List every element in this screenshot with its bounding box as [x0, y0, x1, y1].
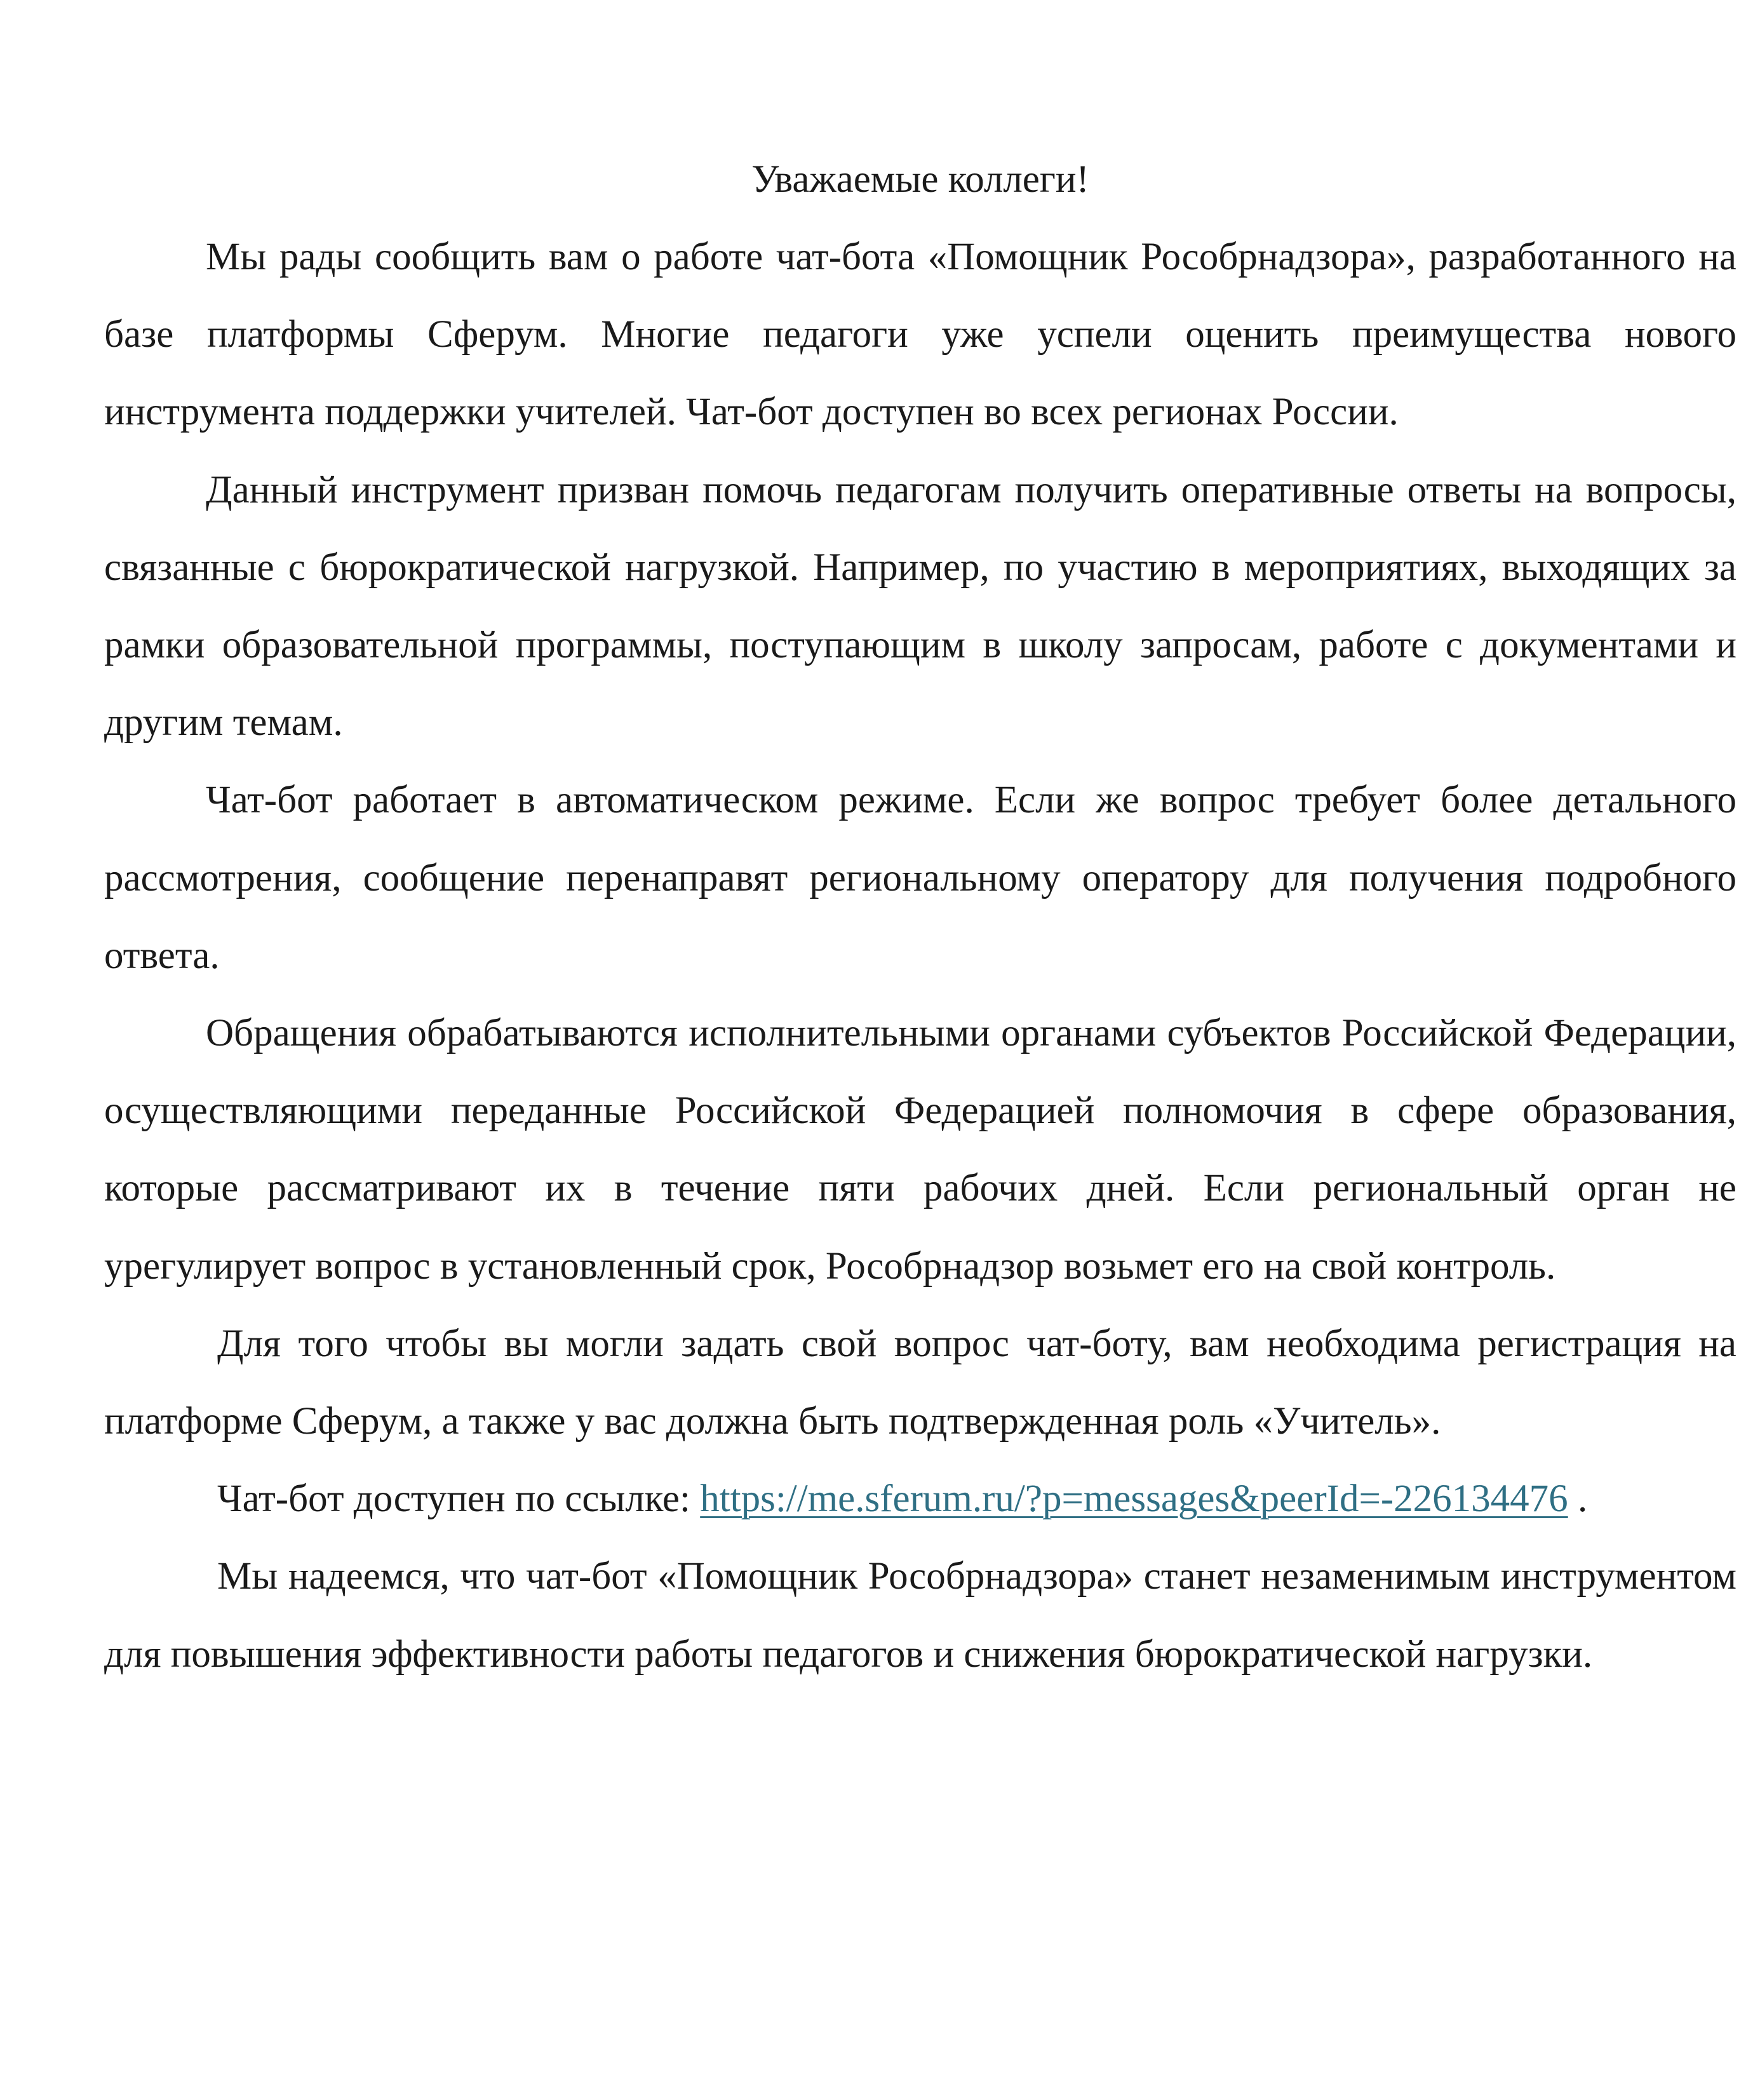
paragraph-automatic-mode: Чат-бот работает в автоматическом режиме. Если же вопрос требует более детального рассмотрения, сообщение перенаправят региональному оператору для получения подробного ответа. — [104, 779, 1736, 977]
paragraph-closing: Мы надеемся, что чат-бот «Помощник Рособрнадзора» станет незаменимым инструментом для повышения эффективности работы педагогов и снижения бюрократической нагрузки. — [104, 1555, 1736, 1676]
paragraph-processing: Обращения обрабатываются исполнительными органами субъектов Российской Федерации, осуществляющими переданные Российской Федерацией полномочия в сфере образования, которые рассматривают их в течение пяти рабочих дней. Если региональный орган не урегулирует вопрос в установленный срок, Рособрнадзор возьмет его на свой контроль. — [104, 1012, 1736, 1288]
paragraph-registration: Для того чтобы вы могли задать свой вопрос чат-боту, вам необходима регистрация на платформе Сферум, а также у вас должна быть подтвержденная роль «Учитель». — [104, 1322, 1736, 1443]
paragraph-link — [104, 1460, 1736, 1538]
paragraph-intro: Мы рады сообщить вам о работе чат-бота «Помощник Рособрнадзора», разработанного на базе платформы Сферум. Многие педагоги уже успели оценить преимущества нового инструмента поддержки учителей. Чат-бот доступен во всех регионах России. — [104, 236, 1736, 434]
link-suffix: . — [1568, 1477, 1588, 1521]
letter-page — [104, 141, 1736, 1693]
chatbot-link[interactable]: https://me.sferum.ru/?p=messages&peerId=-226134476 — [700, 1477, 1568, 1521]
greeting-heading: Уважаемые коллеги! — [751, 158, 1089, 201]
link-prefix: Чат-бот доступен по ссылке: — [217, 1477, 701, 1521]
paragraph-purpose: Данный инструмент призван помочь педагогам получить оперативные ответы на вопросы, связанные с бюрократической нагрузкой. Например, по участию в мероприятиях, выходящих за рамки образовательной программы, поступающим в школу запросам, работе с документами и другим темам. — [104, 468, 1736, 744]
